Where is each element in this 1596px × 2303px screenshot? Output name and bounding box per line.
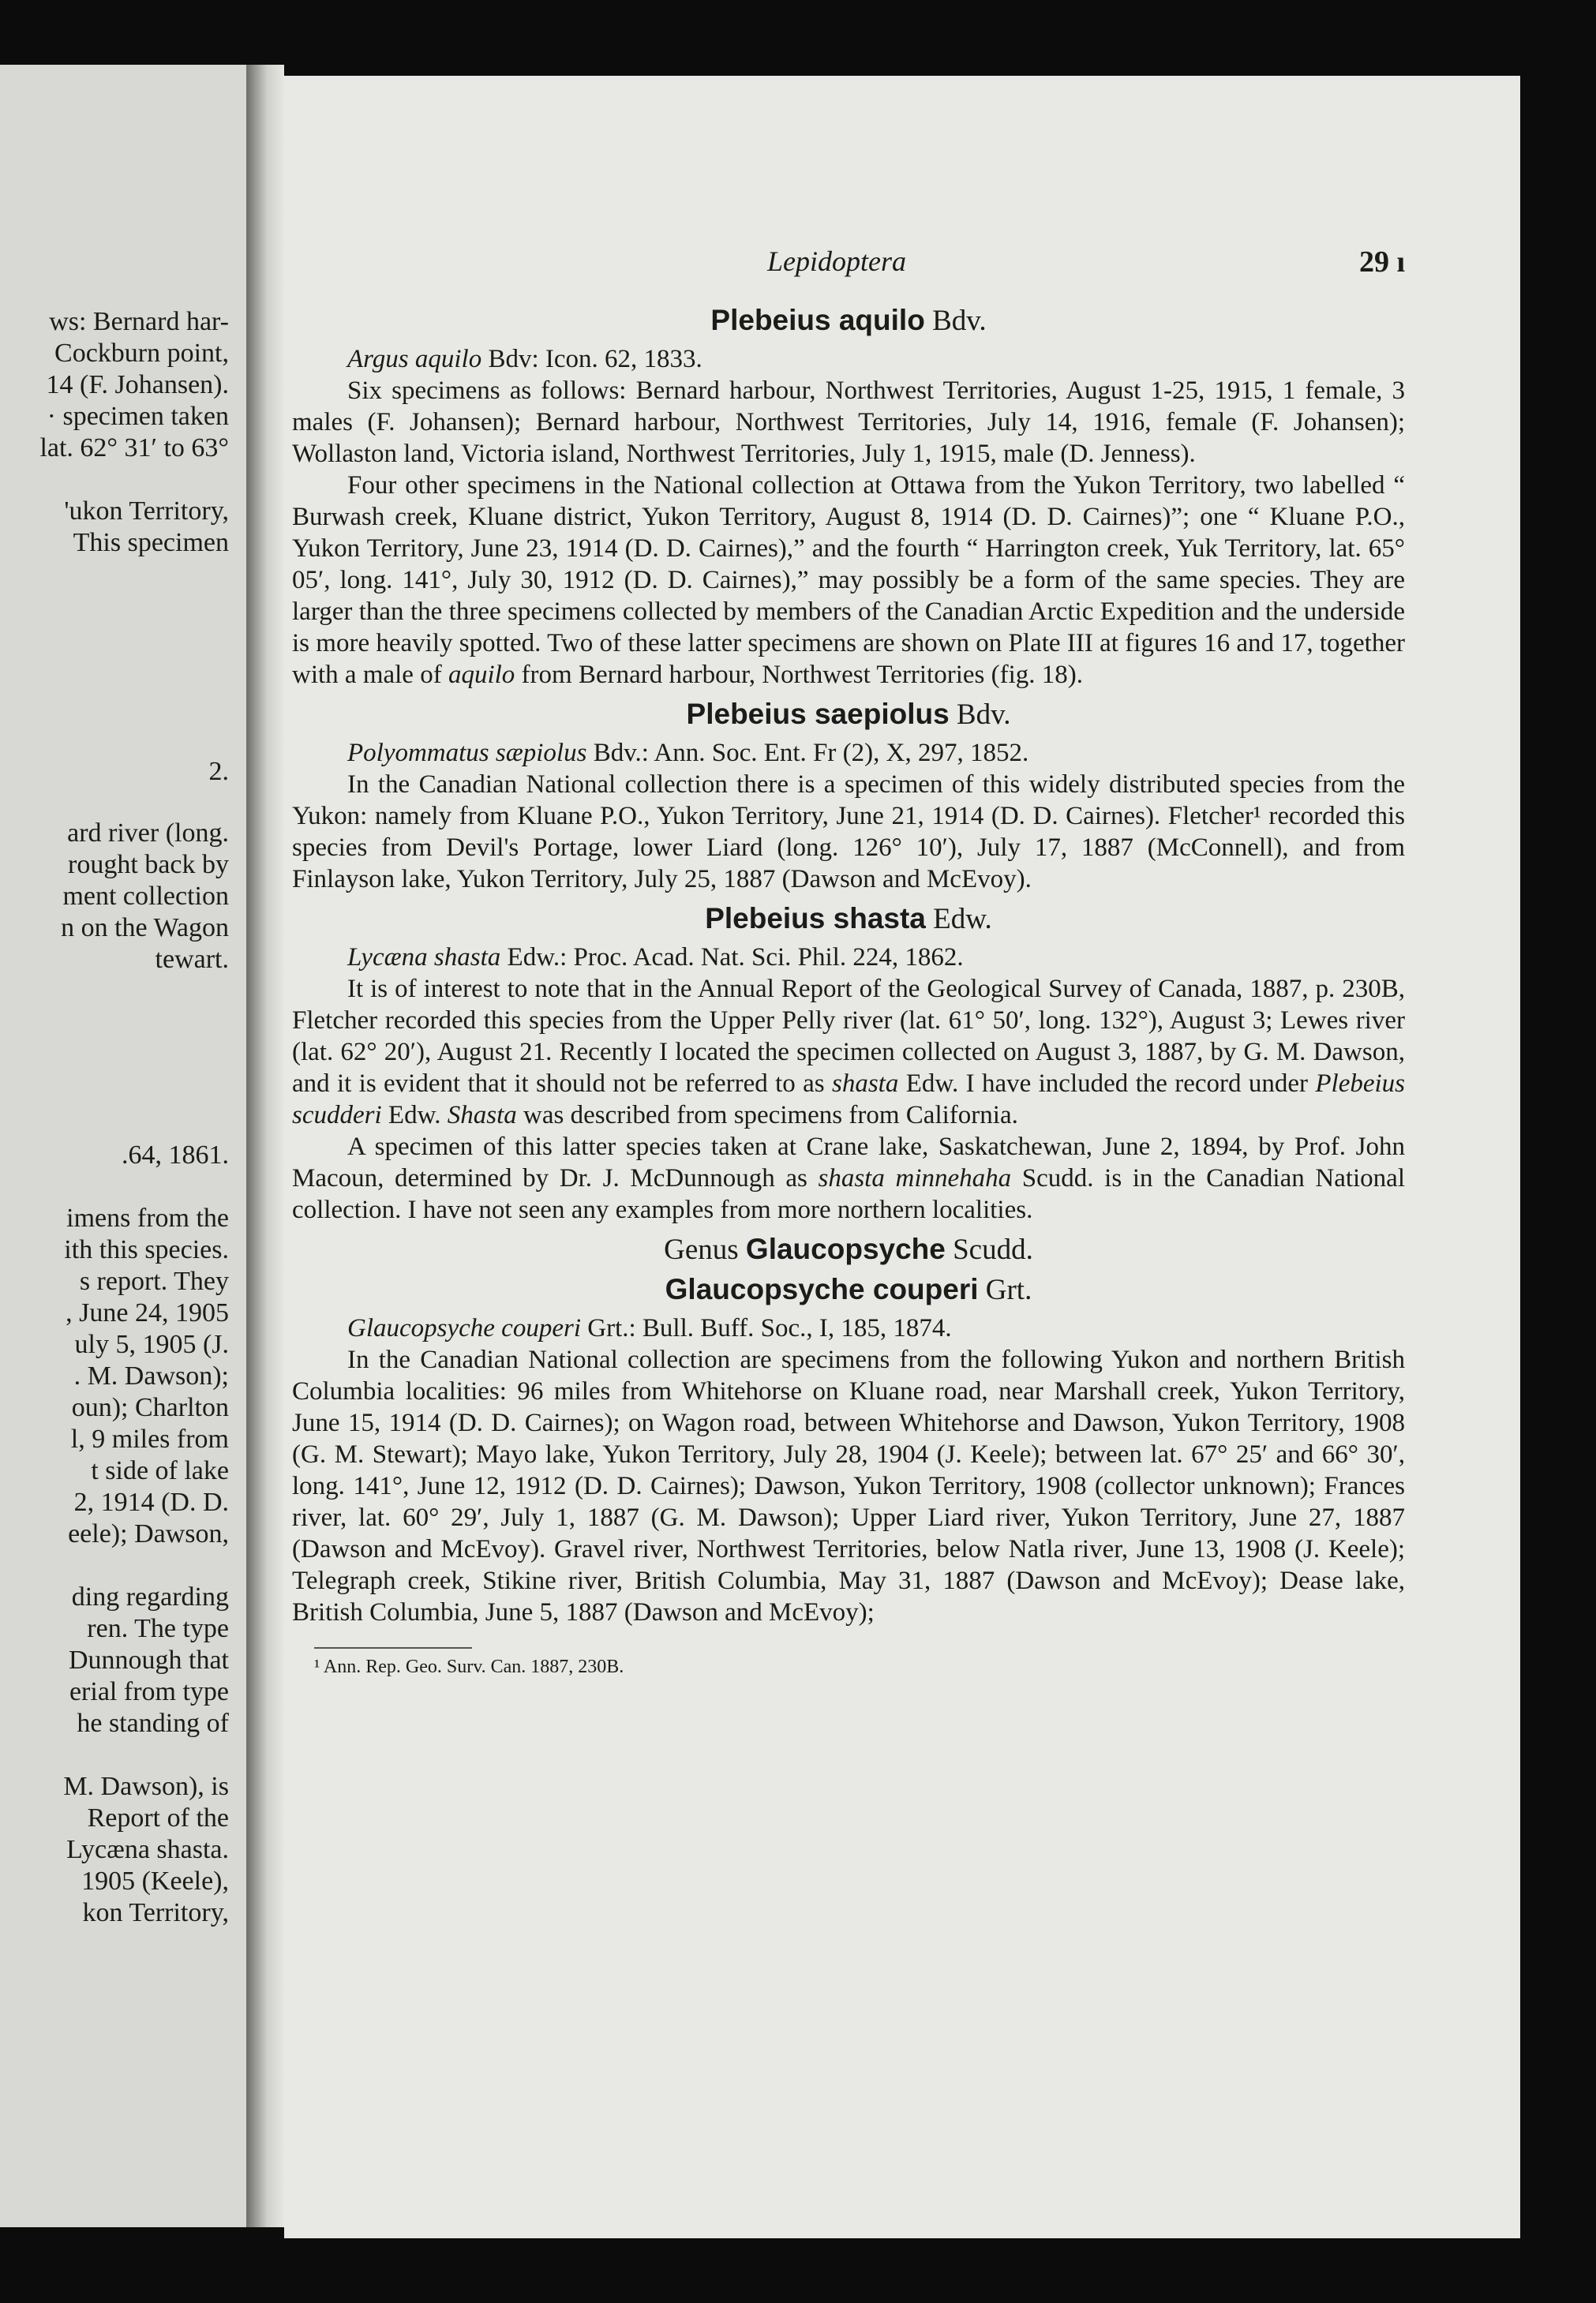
left-fragment-line: l, 9 miles from bbox=[70, 1425, 229, 1454]
footnote: ¹ Ann. Rep. Geo. Surv. Can. 1887, 230B. bbox=[314, 1657, 624, 1677]
left-fragment-line: 2, 1914 (D. D. bbox=[73, 1488, 229, 1517]
left-fragment-line: Report of the bbox=[87, 1803, 229, 1833]
paragraph bbox=[292, 470, 1405, 691]
page-body bbox=[292, 297, 1405, 1679]
genus-name: Glaucopsyche bbox=[745, 1233, 946, 1265]
left-fragment-line: Lycæna shasta. bbox=[66, 1835, 229, 1864]
paragraph: In the Canadian National collection are specimens from the following Yukon and northern British Columbia localities: 96 miles from Whitehorse on Kluane road, near Marshall creek, Yukon Territory, June 15, 1914 (D. D. Cairnes); on Wagon road, between Whitehorse and Dawson, Yukon Territory, 1908 (G. M. Stewart); Mayo lake, Yukon Territory, July 28, 1904 (J. Keele); between lat. 67° 25′ and 66° 30′, long. 141°, June 12, 1912 (D. D. Cairnes); Dawson, Yukon Territory, 1908 (collector unknown); Frances river, lat. 60° 29′, July 1, 1887 (G. M. Dawson); Upper Liard river, Yukon Territory, June 27, 1887 (Dawson and McEvoy). Gravel river, Northwest Territories, below Natla river, June 13, 1908 (J. Keele); Telegraph creek, Stikine river, British Columbia, May 31, 1887 (Dawson and McEvoy); Dease lake, British Columbia, June 5, 1887 (Dawson and McEvoy); bbox=[292, 1346, 1405, 1627]
left-fragment-line: rought back by bbox=[68, 850, 229, 879]
left-fragment-line: 2. bbox=[208, 757, 229, 786]
running-head: Lepidoptera bbox=[767, 245, 906, 277]
text-run: from Bernard harbour, Northwest Territories (fig. 18). bbox=[515, 661, 1083, 689]
species-author: Bdv. bbox=[932, 305, 987, 337]
left-fragment-line: t side of lake bbox=[91, 1456, 229, 1485]
italic-run: shasta minnehaha bbox=[818, 1164, 1012, 1193]
book-spine bbox=[246, 65, 284, 2227]
left-fragment-line: , June 24, 1905 bbox=[66, 1298, 229, 1328]
left-fragment-line: . M. Dawson); bbox=[73, 1361, 229, 1391]
left-fragment-line: .64, 1861. bbox=[122, 1140, 229, 1170]
left-fragment-line: eele); Dawson, bbox=[68, 1519, 229, 1548]
species-author: Bdv. bbox=[956, 698, 1011, 731]
left-fragment-line: 1905 (Keele), bbox=[81, 1867, 229, 1896]
italic-run: shasta bbox=[832, 1069, 899, 1098]
genus-prefix: Genus bbox=[664, 1234, 739, 1266]
citation bbox=[292, 1313, 1405, 1344]
heading-glaucopsyche-couperi bbox=[292, 1274, 1405, 1306]
citation-name: Polyommatus sæpiolus bbox=[347, 739, 587, 767]
heading-plebeius-saepiolus bbox=[292, 698, 1405, 731]
left-fragment-line: s report. They bbox=[79, 1267, 229, 1296]
left-fragment-line: 'ukon Territory, bbox=[64, 496, 229, 526]
left-fragment-line: erial from type bbox=[69, 1677, 229, 1706]
text-run: Edw. I have included the record under bbox=[898, 1069, 1316, 1098]
text-run: It is of interest to note that in the Annual Report of the Geological Survey of Canada, 1887, p. 230B, Fletcher recorded this species from the Upper Pelly river (lat. 61° 50′, long. 132°), August 3; Lewes river (lat. 62° 20′), August 21. Recently I located the specimen collected on August 3, 1887, by G. M. Dawson, and it is evident that it should not be referred to as bbox=[292, 975, 1405, 1098]
left-fragment-line: ment collection bbox=[62, 882, 229, 911]
left-fragment-line: tewart. bbox=[155, 945, 229, 974]
text-run: Four other specimens in the National collection at Ottawa from the Yukon Territory, two labelled “ Burwash creek, Kluane district, Yukon Territory, August 8, 1914 (D. D. Cairnes)”; one “ Kluane P.O., Yukon Territory, June 23, 1914 (D. D. Cairnes),” and the fourth “ Harrington creek, Yuk Territory, lat. 65° 05′, long. 141°, July 30, 1912 (D. D. Cairnes),” may possibly be a form of the same species. They are larger than the three specimens collected by members of the Canadian Arctic Expedition and the underside is more heavily spotted. Two of these latter specimens are shown on Plate III at figures 16 and 17, together with a male of bbox=[292, 471, 1405, 689]
left-fragment-line: kon Territory, bbox=[82, 1898, 229, 1927]
italic-run: aquilo bbox=[448, 661, 515, 689]
left-fragment-line: ws: Bernard har- bbox=[49, 307, 229, 336]
left-fragment-line: This specimen bbox=[73, 528, 229, 557]
heading-plebeius-aquilo bbox=[292, 305, 1405, 337]
left-fragment-line: M. Dawson), is bbox=[63, 1772, 229, 1801]
citation-name: Glaucopsyche couperi bbox=[347, 1314, 581, 1342]
footnote-rule bbox=[314, 1647, 472, 1649]
left-fragment-line: ding regarding bbox=[71, 1582, 229, 1612]
citation-ref: Bdv.: Ann. Soc. Ent. Fr (2), X, 297, 1852. bbox=[593, 739, 1029, 767]
left-page-fragment bbox=[0, 65, 249, 2227]
left-fragment-line: n on the Wagon bbox=[61, 913, 229, 942]
text-run: Scudd. is in the Canadian National collection. I have not seen any examples from more northern localities. bbox=[292, 1164, 1406, 1224]
paragraph bbox=[292, 1131, 1405, 1226]
text-run: was described from specimens from California. bbox=[516, 1101, 1018, 1129]
species-name: Plebeius saepiolus bbox=[686, 698, 950, 730]
citation bbox=[292, 942, 1405, 973]
species-author: Grt. bbox=[985, 1274, 1032, 1306]
citation-ref: Bdv: Icon. 62, 1833. bbox=[488, 345, 702, 373]
left-fragment-line: lat. 62° 31′ to 63° bbox=[39, 433, 229, 462]
left-fragment-line: imens from the bbox=[66, 1204, 229, 1233]
left-fragment-line: he standing of bbox=[77, 1709, 229, 1738]
italic-run: Shasta bbox=[447, 1101, 517, 1129]
left-fragment-line: 14 (F. Johansen). bbox=[46, 370, 229, 399]
citation-name: Lycæna shasta bbox=[347, 943, 501, 972]
heading-plebeius-shasta bbox=[292, 903, 1405, 935]
left-fragment-line: ard river (long. bbox=[67, 818, 229, 848]
species-author: Edw. bbox=[933, 903, 992, 935]
citation-ref: Edw.: Proc. Acad. Nat. Sci. Phil. 224, 1862. bbox=[507, 943, 964, 972]
genus-author: Scudd. bbox=[953, 1234, 1033, 1266]
text-run: Edw. bbox=[381, 1101, 448, 1129]
left-fragment-line: ith this species. bbox=[64, 1235, 229, 1264]
heading-genus-glaucopsyche bbox=[292, 1234, 1405, 1266]
left-fragment-line: · specimen taken bbox=[47, 402, 229, 431]
citation bbox=[292, 737, 1405, 769]
italic-run: Plebeius scudderi bbox=[292, 1069, 1406, 1129]
page-number: 29 ı bbox=[1359, 245, 1406, 279]
text-run: A specimen of this latter species taken at Crane lake, Saskatchewan, June 2, 1894, by Prof. John Macoun, determined by Dr. J. McDunnough as bbox=[292, 1133, 1405, 1193]
citation-ref: Grt.: Bull. Buff. Soc., I, 185, 1874. bbox=[587, 1314, 952, 1342]
paragraph: Six specimens as follows: Bernard harbour, Northwest Territories, August 1-25, 1915, 1 female, 3 males (F. Johansen); Bernard harbour, Northwest Territories, July 14, 1916, female (F. Johansen); Wollaston land, Victoria island, Northwest Territories, July 1, 1915, male (D. Jenness). bbox=[292, 376, 1405, 468]
species-name: Plebeius aquilo bbox=[710, 304, 925, 336]
species-name: Plebeius shasta bbox=[705, 902, 926, 934]
paragraph bbox=[292, 973, 1405, 1131]
left-fragment-line: Dunnough that bbox=[68, 1646, 229, 1675]
species-name: Glaucopsyche couperi bbox=[665, 1273, 979, 1305]
citation-name: Argus aquilo bbox=[347, 345, 482, 373]
paragraph: In the Canadian National collection there is a specimen of this widely distributed species from the Yukon: namely from Kluane P.O., Yukon Territory, June 21, 1914 (D. D. Cairnes). Fletcher¹ recorded this species from Devil's Portage, lower Liard (long. 126° 10′), July 17, 1887 (McConnell), and from Finlayson lake, Yukon Territory, July 25, 1887 (Dawson and McEvoy). bbox=[292, 770, 1405, 893]
left-fragment-line: oun); Charlton bbox=[71, 1393, 229, 1422]
left-fragment-line: ren. The type bbox=[87, 1614, 229, 1643]
citation bbox=[292, 343, 1405, 375]
left-fragment-line: uly 5, 1905 (J. bbox=[74, 1330, 229, 1359]
left-fragment-line: Cockburn point, bbox=[54, 339, 229, 368]
